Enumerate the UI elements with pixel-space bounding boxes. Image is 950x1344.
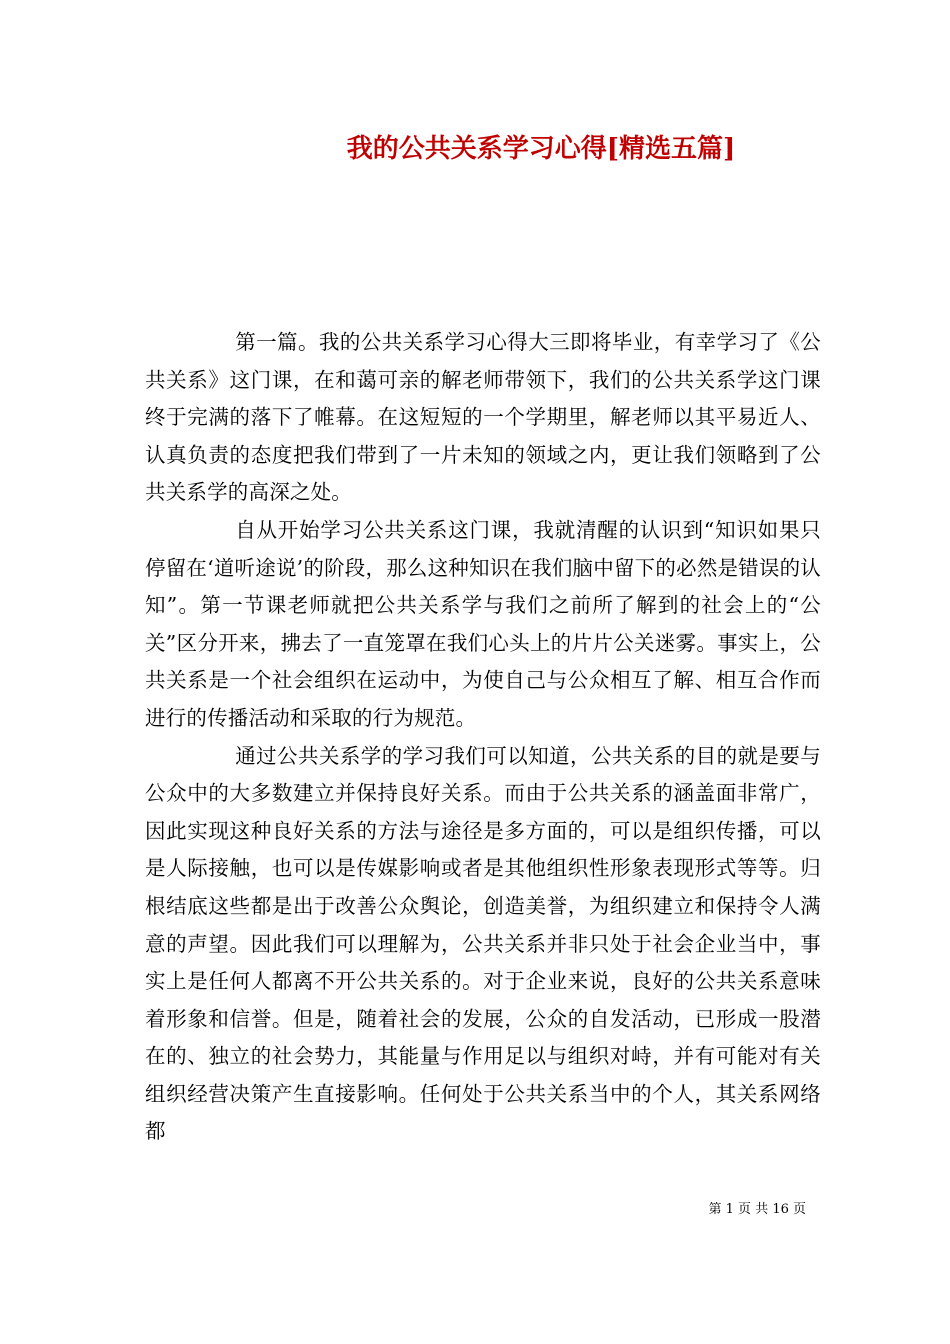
paragraph: 自从开始学习公共关系这门课，我就清醒的认识到“知识如果只停留在‘道听途说’的阶段，那么这种知识在我们脑中留下的必然是错误的认知”。第一节课老师就把公共关系学与我们之前所了解到的社会上的“公关”区分开来，拂去了一直笼罩在我们心头上的片片公关迷雾。事实上，公共关系是一个社会组织在运动中，为使自己与公众相互了解、相互合作而进行的传播活动和采取的行为规范。 xyxy=(145,517,821,730)
page-number-footer: 第 1 页 共 16 页 xyxy=(708,1202,806,1217)
document-title: 我的公共关系学习心得[精选五篇] xyxy=(346,134,736,164)
paragraph: 通过公共关系学的学习我们可以知道，公共关系的目的就是要与公众中的大多数建立并保持良好关系。而由于公共关系的涵盖面非常广，因此实现这种良好关系的方法与途径是多方面的，可以是组织传播，可以是人际接触，也可以是传媒影响或者是其他组织性形象表现形式等等。归根结底这些都是出于改善公众舆论，创造美誉，为组织建立和保持令人满意的声望。因此我们可以理解为，公共关系并非只处于社会企业当中，事实上是任何人都离不开公共关系的。对于企业来说，良好的公共关系意味着形象和信誉。但是，随着社会的发展，公众的自发活动，已形成一股潜在的、独立的社会势力，其能量与作用足以与组织对峙，并有可能对有关组织经营决策产生直接影响。任何处于公共关系当中的个人，其关系网络都 xyxy=(145,743,821,1144)
document-body xyxy=(145,324,821,1151)
paragraph: 第一篇。我的公共关系学习心得大三即将毕业，有幸学习了《公共关系》这门课，在和蔼可亲的解老师带领下，我们的公共关系学这门课终于完满的落下了帷幕。在这短短的一个学期里，解老师以其平易近人、认真负责的态度把我们带到了一片未知的领域之内，更让我们领略到了公共关系学的高深之处。 xyxy=(145,330,821,505)
